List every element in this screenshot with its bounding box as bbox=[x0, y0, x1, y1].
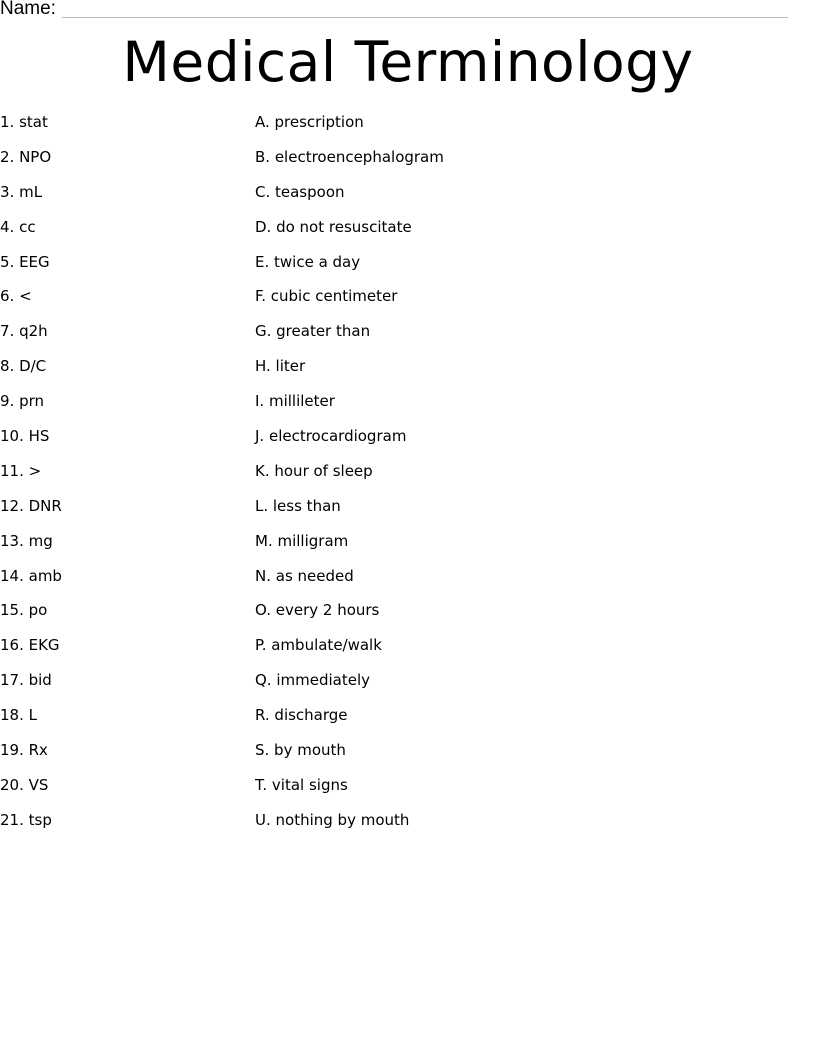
term: 2. NPO bbox=[0, 147, 52, 166]
matching-row bbox=[0, 634, 816, 669]
term: 18. L bbox=[0, 706, 37, 725]
definition: J. electrocardiogram bbox=[255, 427, 407, 446]
definition: T. vital signs bbox=[255, 775, 348, 794]
term: 9. prn bbox=[0, 392, 45, 411]
matching-row bbox=[0, 774, 816, 809]
definition: B. electroencephalogram bbox=[255, 147, 444, 166]
matching-row bbox=[0, 460, 816, 495]
matching-row bbox=[0, 216, 816, 251]
definition: M. milligram bbox=[255, 531, 349, 550]
definition: A. prescription bbox=[255, 113, 364, 131]
worksheet-title: Medical Terminology bbox=[122, 30, 694, 94]
definition: C. teaspoon bbox=[255, 182, 345, 201]
definition: H. liter bbox=[255, 357, 306, 376]
term: 10. HS bbox=[0, 427, 50, 446]
definition: P. ambulate/walk bbox=[255, 636, 382, 655]
definition: Q. immediately bbox=[255, 671, 370, 690]
matching-row bbox=[0, 669, 816, 704]
name-write-line bbox=[62, 17, 788, 18]
matching-list bbox=[0, 111, 816, 844]
matching-row bbox=[0, 355, 816, 390]
matching-row bbox=[0, 390, 816, 425]
definition: I. millileter bbox=[255, 392, 335, 411]
definition: G. greater than bbox=[255, 322, 371, 341]
term: 17. bid bbox=[0, 671, 52, 690]
matching-row bbox=[0, 425, 816, 460]
definition: K. hour of sleep bbox=[255, 461, 373, 480]
definition: E. twice a day bbox=[255, 252, 361, 271]
matching-row bbox=[0, 285, 816, 320]
definition: R. discharge bbox=[255, 706, 348, 725]
term: 1. stat bbox=[0, 113, 48, 131]
matching-row bbox=[0, 251, 816, 286]
matching-row bbox=[0, 320, 816, 355]
matching-row bbox=[0, 739, 816, 774]
term: 11. > bbox=[0, 461, 42, 480]
term: 5. EEG bbox=[0, 252, 50, 271]
matching-row bbox=[0, 599, 816, 634]
term: 8. D/C bbox=[0, 357, 47, 376]
term: 19. Rx bbox=[0, 741, 48, 760]
term: 12. DNR bbox=[0, 496, 62, 515]
term: 13. mg bbox=[0, 531, 53, 550]
term: 16. EKG bbox=[0, 636, 60, 655]
definition: L. less than bbox=[255, 496, 341, 515]
term: 7. q2h bbox=[0, 322, 48, 341]
definition: U. nothing by mouth bbox=[255, 810, 410, 829]
definition: N. as needed bbox=[255, 566, 354, 585]
term: 15. po bbox=[0, 601, 48, 620]
term: 14. amb bbox=[0, 566, 62, 585]
matching-row bbox=[0, 809, 816, 844]
matching-row bbox=[0, 565, 816, 600]
definition: O. every 2 hours bbox=[255, 601, 380, 620]
term: 6. < bbox=[0, 287, 32, 306]
matching-row bbox=[0, 704, 816, 739]
definition: D. do not resuscitate bbox=[255, 217, 412, 236]
matching-row bbox=[0, 111, 816, 146]
matching-row bbox=[0, 181, 816, 216]
matching-row bbox=[0, 146, 816, 181]
definition: F. cubic centimeter bbox=[255, 287, 398, 306]
matching-row bbox=[0, 530, 816, 565]
term: 20. VS bbox=[0, 775, 49, 794]
name-label: Name: bbox=[0, 0, 56, 19]
matching-row bbox=[0, 495, 816, 530]
term: 21. tsp bbox=[0, 810, 52, 829]
name-field-row bbox=[0, 0, 788, 20]
term: 4. cc bbox=[0, 217, 36, 236]
term: 3. mL bbox=[0, 182, 43, 201]
definition: S. by mouth bbox=[255, 741, 346, 760]
